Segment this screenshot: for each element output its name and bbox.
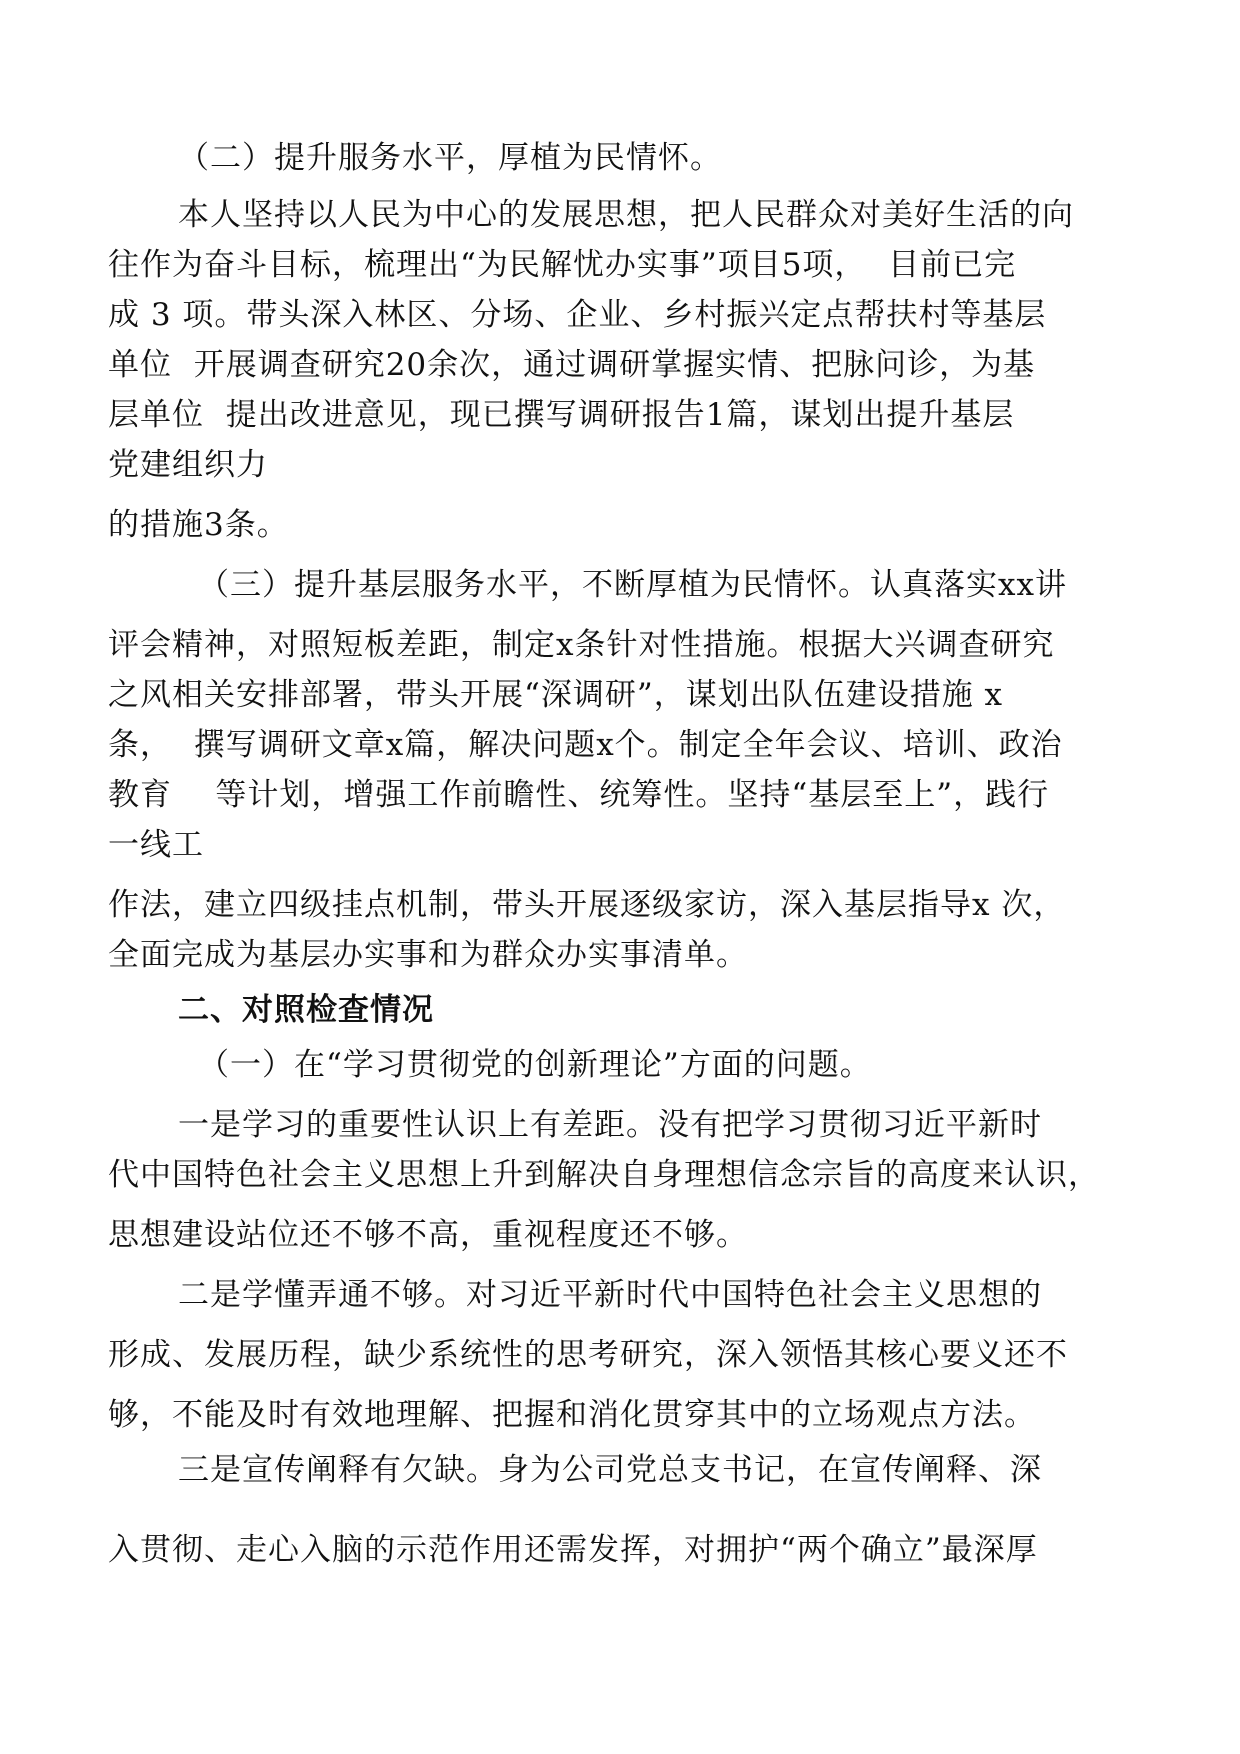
paragraph-line: 入贯彻、走心入脑的示范作用还需发挥，对拥护“两个确立”最深厚 (108, 1532, 1038, 1568)
paragraph-line: 三是宣传阐释有欠缺。身为公司党总支书记，在宣传阐释、深 (178, 1452, 1042, 1488)
paragraph-line: 一是学习的重要性认识上有差距。没有把学习贯彻习近平新时 (178, 1107, 1042, 1143)
paragraph-line: 二是学懂弄通不够。对习近平新时代中国特色社会主义思想的 (178, 1277, 1042, 1313)
paragraph-line: 思想建设站位还不够不高，重视程度还不够。 (108, 1217, 748, 1253)
subsection-heading-2: （二）提升服务水平，厚植为民情怀。 (178, 140, 722, 176)
paragraph-line: 全面完成为基层办实事和为群众办实事清单。 (108, 937, 748, 973)
paragraph-line: 本人坚持以人民为中心的发展思想，把人民群众对美好生活的向 (178, 197, 1074, 233)
paragraph-line: 之风相关安排部署，带头开展“深调研”，谋划出队伍建设措施 x (108, 677, 1004, 713)
paragraph-line: 教育 等计划，增强工作前瞻性、统筹性。坚持“基层至上”，践行 (108, 777, 1050, 813)
paragraph-line: 成 3 项。带头深入林区、分场、企业、乡村振兴定点帮扶村等基层 (108, 297, 1047, 333)
paragraph-line: 单位 开展调查研究20余次，通过调研掌握实情、把脉问诊，为基 (108, 347, 1036, 383)
paragraph-line: 形成、发展历程，缺少系统性的思考研究，深入领悟其核心要义还不 (108, 1337, 1068, 1373)
paragraph-line: 作法，建立四级挂点机制，带头开展逐级家访，深入基层指导x 次， (108, 887, 1066, 923)
paragraph-line: 往作为奋斗目标，梳理出“为民解忧办实事”项目5项， 目前已完 (108, 247, 1017, 283)
paragraph-line: 代中国特色社会主义思想上升到解决自身理想信念宗旨的高度来认识， (108, 1157, 1100, 1193)
subsection-heading-3: （三）提升基层服务水平，不断厚植为民情怀。认真落实xx讲 (198, 567, 1067, 603)
paragraph-line: 一线工 (108, 827, 204, 863)
paragraph-line: 评会精神，对照短板差距，制定x条针对性措施。根据大兴调查研究 (108, 627, 1055, 663)
subsection-heading-1: （一）在“学习贯彻党的创新理论”方面的问题。 (198, 1047, 872, 1083)
paragraph-line: 的措施3条。 (108, 507, 289, 543)
paragraph-line: 党建组织力 (108, 447, 268, 483)
paragraph-line: 条， 撰写调研文章x篇，解决问题x个。制定全年会议、培训、政治 (108, 727, 1063, 763)
section-heading-2: 二、对照检查情况 (178, 992, 434, 1028)
paragraph-line: 层单位 提出改进意见，现已撰写调研报告1篇，谋划出提升基层 (108, 397, 1015, 433)
paragraph-line: 够，不能及时有效地理解、把握和消化贯穿其中的立场观点方法。 (108, 1397, 1036, 1433)
